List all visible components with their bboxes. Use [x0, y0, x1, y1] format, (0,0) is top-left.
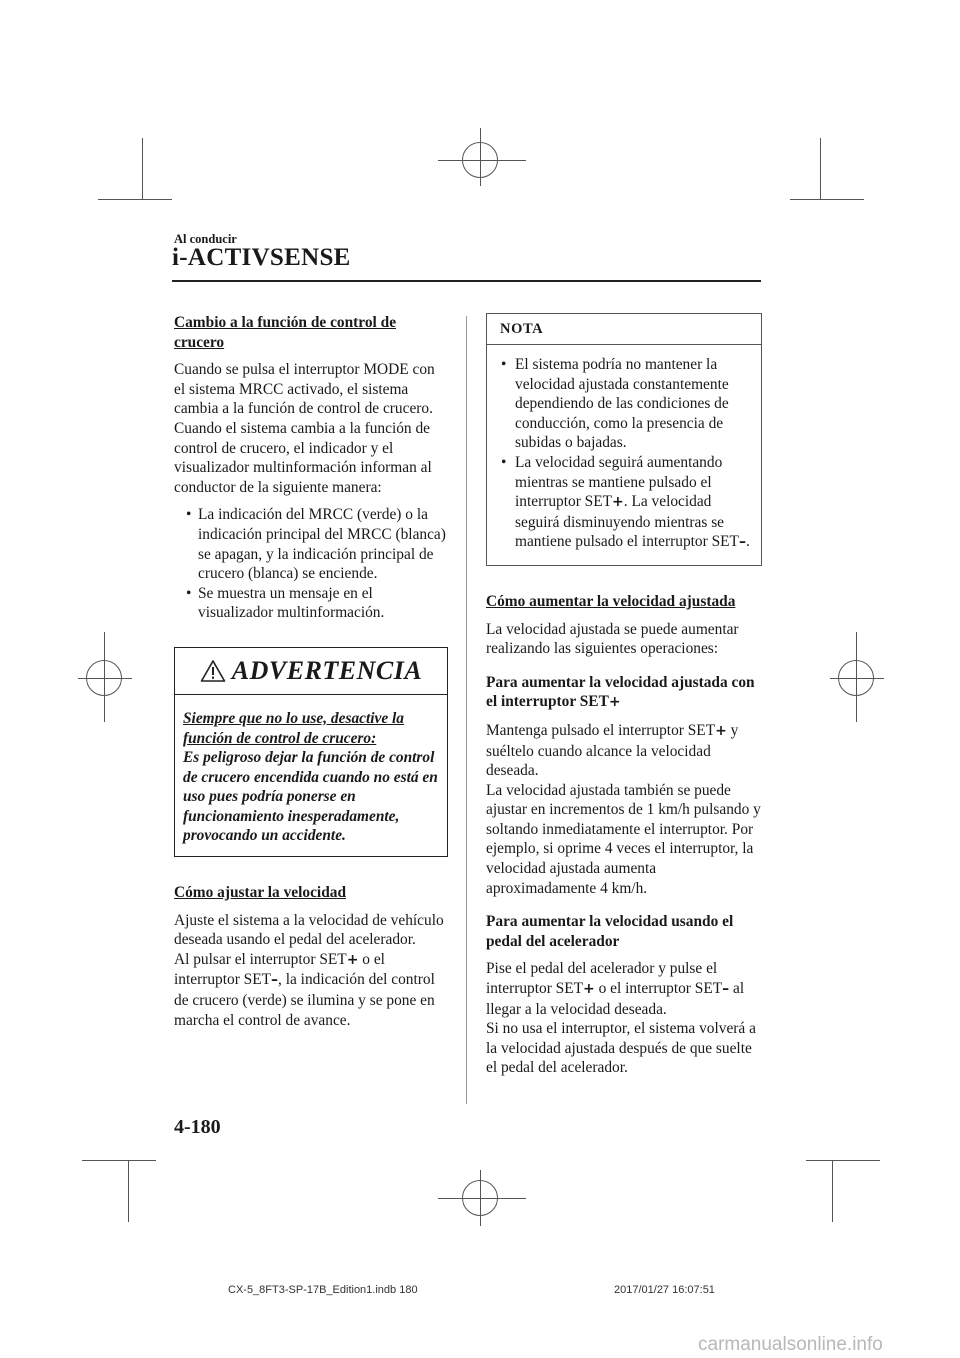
heading-increase-with-pedal: Para aumentar la velocidad usando el pedal del acelerador [486, 913, 734, 950]
plus-icon: + [346, 951, 359, 968]
minus-icon: – [738, 534, 746, 551]
footer-timestamp: 2017/01/27 16:07:51 [614, 1284, 715, 1296]
section-subtitle: Al conducir [174, 232, 237, 246]
note-title: NOTA [487, 314, 761, 345]
warning-instruction: Siempre que no lo use, desactive la función de control de crucero: [183, 709, 405, 747]
heading-increase-speed: Cómo aumentar la velocidad ajustada [486, 592, 736, 610]
minus-icon: – [271, 972, 279, 989]
warning-box [174, 647, 448, 857]
list-item: • La indicación del MRCC (verde) o la indicación principal del MRCC (blanca) se apagan, y la indicación principal de crucero (blanca) se enciende. [186, 506, 446, 583]
paragraph-increase-with-pedal: Pise el pedal del acelerador y pulse el interruptor SET+ o el interruptor SET– al llegar a la velocidad deseada. Si no usa el interruptor, el sistema volverá a la velocidad ajustada después de que suelte el pedal del acelerador. [486, 960, 756, 1077]
warning-explanation: Es peligroso dejar la función de control de crucero encendida cuando no está en uso pues podría ponerse en funcionamiento inesperadamente, provocando un accidente. [183, 749, 438, 845]
heading-set-speed: Cómo ajustar la velocidad [174, 884, 347, 902]
left-column [174, 313, 448, 1030]
list-item: • Se muestra un mensaje en el visualizador multinformación. [186, 584, 385, 622]
watermark: carmanualsonline.info [698, 1334, 883, 1355]
header-rule [172, 280, 761, 282]
indicator-bullet-list [174, 505, 448, 623]
footer-file-name: CX-5_8FT3-SP-17B_Edition1.indb 180 [228, 1284, 418, 1296]
bullet-icon: • [501, 356, 507, 373]
bullet-icon: • [501, 453, 507, 471]
plus-icon: + [608, 694, 621, 711]
plus-icon: + [583, 981, 595, 998]
plus-icon: + [612, 494, 624, 511]
bullet-icon: • [186, 584, 192, 602]
paragraph-mode-switch: Cuando se pulsa el interruptor MODE con el sistema MRCC activado, el sistema cambia a la función de control de crucero. Cuando el sistema cambia a la función de control de crucero, el indicador y el visualizador multinformación informan al conductor de la siguiente manera: [174, 361, 435, 496]
warning-triangle-icon [200, 659, 226, 683]
paragraph-set-speed: Ajuste el sistema a la velocidad de vehículo deseada usando el pedal del acelerador. Al pulsar el interruptor SET+ o el interruptor SET–, la indicación del control de crucero (verde) se ilumina y se pone en marcha el control de avance. [174, 911, 444, 1029]
plus-icon: + [715, 722, 727, 739]
list-item: • El sistema podría no mantener la velocidad ajustada constantemente dependiendo de las condiciones de conducción, como la presencia de subidas o bajadas. [501, 356, 729, 452]
right-column [486, 313, 762, 1086]
note-box [486, 313, 762, 566]
minus-icon: – [722, 981, 730, 998]
column-divider [466, 316, 467, 1104]
warning-title: ADVERTENCIA [231, 656, 423, 686]
warning-header [175, 648, 447, 695]
heading-cruise-switch: Cambio a la función de control de crucero [174, 314, 397, 351]
paragraph-increase-with-switch: Mantenga pulsado el interruptor SET+ y suéltelo cuando alcance la velocidad deseada. La velocidad ajustada también se puede ajustar en incrementos de 1 km/h pulsando y soltando inmediatamente el interruptor. Por ejemplo, si oprime 4 veces el interruptor, la velocidad ajustada aumenta aproximadamente 4 km/h. [486, 721, 761, 897]
paragraph-increase-intro: La velocidad ajustada se puede aumentar realizando las siguientes operaciones: [486, 620, 739, 658]
page-number: 4-180 [174, 1116, 221, 1138]
heading-increase-with-switch: Para aumentar la velocidad ajustada con el interruptor SET+ [486, 673, 755, 711]
section-title: i-ACTIVSENSE [172, 244, 351, 271]
note-body [487, 345, 761, 565]
warning-body [175, 695, 447, 856]
list-item: • La velocidad seguirá aumentando mientras se mantiene pulsado el interruptor SET+. La velocidad seguirá disminuyendo mientras se mantiene pulsado el interruptor SET–. [501, 453, 750, 551]
bullet-icon: • [186, 506, 192, 524]
